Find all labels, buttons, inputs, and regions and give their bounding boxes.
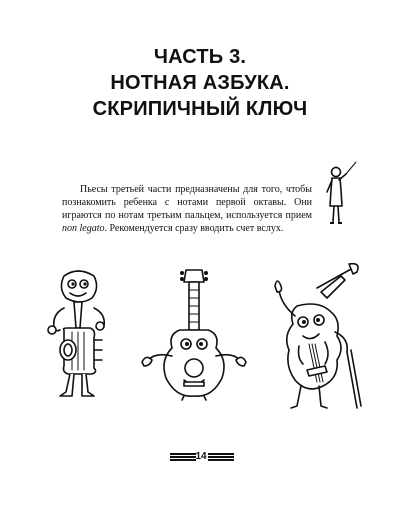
footer-decoration-left bbox=[170, 453, 196, 461]
paragraph-italic-term: non legato bbox=[62, 223, 105, 234]
intro-paragraph bbox=[62, 183, 312, 235]
guitar-character-illustration bbox=[138, 268, 250, 402]
title-line-3: СКРИПИЧНЫЙ КЛЮЧ bbox=[92, 98, 308, 120]
footer-decoration-right bbox=[208, 453, 234, 461]
paragraph-text-start: Пьесы третьей части предназначены для того, чтобы познакомить ребенка с нотами первой октавы. Они играются по нотам третьим пальцем, используется прием bbox=[62, 184, 312, 221]
chapter-title bbox=[0, 44, 400, 122]
trumpet-character-illustration bbox=[42, 268, 116, 400]
page-number: 14 bbox=[195, 451, 207, 462]
violin-character-illustration bbox=[265, 262, 365, 410]
teacher-illustration bbox=[318, 160, 358, 232]
page-footer bbox=[0, 450, 400, 464]
title-line-1: ЧАСТЬ 3. bbox=[153, 46, 247, 68]
paragraph-text-end: . Рекомендуется сразу вводить счет вслух. bbox=[104, 223, 284, 234]
title-line-2: НОТНАЯ АЗБУКА. bbox=[110, 72, 290, 94]
